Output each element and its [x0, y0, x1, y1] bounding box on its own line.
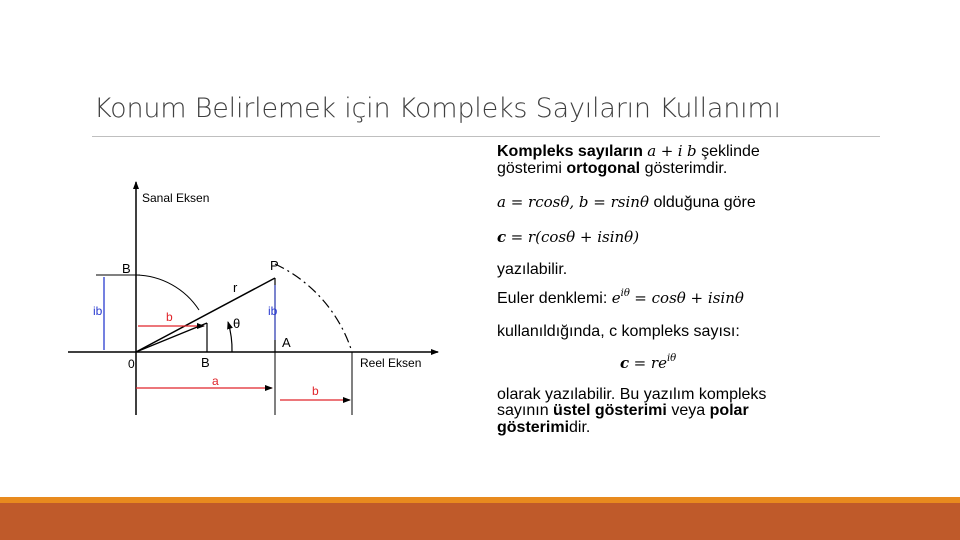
line-2: gösterimi ortogonal gösterimdir. [497, 160, 728, 177]
theta-label: θ [233, 316, 241, 331]
b-bottom-label: B [201, 355, 210, 370]
arc-small [136, 275, 199, 310]
b-top-label: B [122, 261, 131, 276]
a-label: A [282, 335, 291, 350]
y-axis-label: Sanal Eksen [142, 191, 210, 205]
ib-left-label: ib [93, 304, 103, 318]
angle-arc [228, 322, 232, 352]
footer-bar [0, 503, 960, 540]
slide-title: Konum Belirlemek için Kompleks Sayıların Kullanımı [94, 93, 781, 124]
origin-label: 0 [128, 357, 135, 371]
line-1: Kompleks sayıların a + i b şeklinde [497, 142, 760, 160]
line-10: sayının üstel gösterimi veya polar [497, 402, 749, 419]
line-11: gösterimidir. [497, 419, 591, 436]
line-9: olarak yazılabilir. Bu yazılım kompleks [497, 386, 767, 403]
line-4: c = r(cosθ + isinθ) [497, 228, 640, 246]
inner-radius [136, 323, 207, 352]
ib-right-label: ib [268, 304, 278, 318]
line-6: Euler denklemi: $e^{i\theta} = \cos\theta + isin\theta$ [497, 288, 744, 307]
x-axis-label: Reel Eksen [360, 356, 422, 370]
p-label: P [270, 258, 279, 273]
a-dim-label: a [212, 374, 219, 388]
complex-plane-diagram [60, 170, 460, 430]
radius-line [136, 278, 275, 352]
b-inner-label: b [166, 310, 173, 324]
r-label: r [233, 280, 238, 295]
line-3: a = rcosθ, b = rsinθ olduğuna göre [497, 193, 756, 211]
line-8: $c = re^{i\theta}$ [620, 353, 677, 372]
line-5: yazılabilir. [497, 261, 568, 278]
title-divider [92, 136, 880, 137]
line-7: kullanıldığında, c kompleks sayısı: [497, 323, 740, 340]
b-dim-label: b [312, 384, 319, 398]
